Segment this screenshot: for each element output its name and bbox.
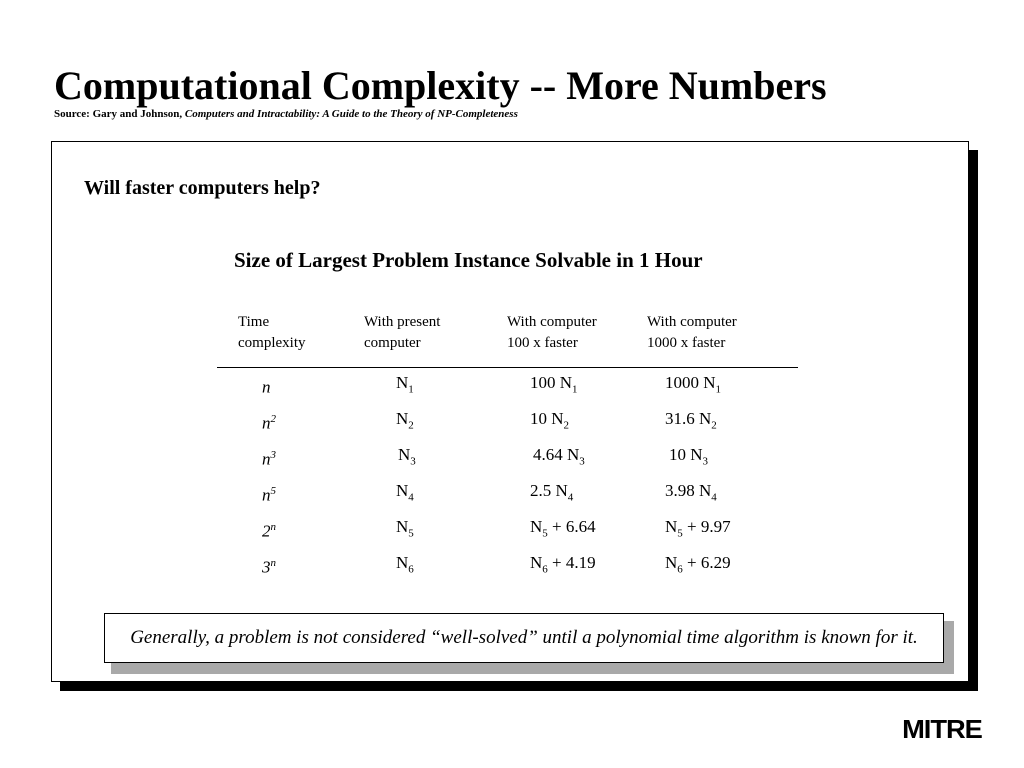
value-main: N	[398, 445, 411, 464]
complexity-cell	[262, 373, 271, 398]
value-main: N	[530, 553, 543, 572]
complexity-cell	[262, 445, 276, 470]
faster-1000x-cell	[665, 373, 721, 399]
faster-100x-cell	[530, 409, 569, 435]
table-header-rule	[217, 367, 798, 368]
header-line: Time	[238, 314, 270, 330]
value-main: 10 N	[530, 409, 564, 428]
complexity-cell	[262, 481, 276, 506]
present-cell	[396, 481, 414, 507]
value-subscript: 1	[715, 383, 722, 396]
complexity-cell	[262, 409, 276, 434]
value-subscript: 5	[542, 527, 548, 540]
complexity-base: n	[262, 413, 271, 433]
complexity-base: n	[262, 485, 271, 505]
value-subscript: 2	[563, 419, 570, 432]
slide-title: Computational Complexity -- More Numbers	[54, 63, 827, 108]
value-main: 10 N	[669, 445, 703, 464]
header-line: With computer	[507, 314, 597, 330]
faster-100x-cell	[530, 373, 578, 399]
column-header-present-computer	[364, 312, 440, 354]
faster-1000x-cell	[665, 409, 717, 435]
question-heading: Will faster computers help?	[84, 177, 321, 199]
value-subscript: 3	[579, 455, 585, 468]
value-main: N	[396, 409, 409, 428]
source-book-title: Computers and Intractability: A Guide to the Theory of NP-Completeness	[184, 108, 518, 120]
present-cell	[398, 445, 416, 471]
mitre-logo: MITRE	[902, 714, 982, 744]
value-main: N	[665, 553, 678, 572]
header-line: With computer	[647, 314, 737, 330]
complexity-exponent: n	[270, 521, 276, 533]
value-suffix: + 6.64	[547, 517, 596, 536]
value-subscript: 6	[408, 563, 414, 576]
value-subscript: 6	[542, 563, 548, 576]
table-title: Size of Largest Problem Instance Solvable in 1 Hour	[234, 248, 703, 272]
value-subscript: 2	[408, 419, 414, 432]
complexity-base: 3	[262, 557, 271, 577]
complexity-exponent: n	[270, 557, 276, 569]
header-line: With present	[364, 314, 441, 330]
present-cell	[396, 553, 414, 579]
complexity-exponent: 3	[270, 449, 276, 461]
value-subscript: 6	[677, 563, 683, 576]
value-suffix: + 6.29	[682, 553, 731, 572]
value-main: 1000 N	[665, 373, 716, 392]
well-solved-note: Generally, a problem is not considered “well-solved” until a polynomial time algorithm is known for it.	[104, 613, 944, 663]
complexity-exponent: 2	[270, 413, 276, 425]
value-main: N	[665, 517, 678, 536]
header-line: 100 x faster	[507, 335, 578, 351]
complexity-base: n	[262, 377, 271, 397]
value-subscript: 5	[408, 527, 414, 540]
faster-1000x-cell	[665, 517, 731, 543]
value-suffix: + 4.19	[547, 553, 596, 572]
value-main: N	[396, 517, 409, 536]
complexity-cell	[262, 517, 276, 542]
column-header-1000x-faster	[647, 312, 737, 354]
column-header-time-complexity	[238, 312, 306, 354]
value-main: 100 N	[530, 373, 573, 392]
faster-100x-cell	[530, 553, 596, 579]
faster-100x-cell	[533, 445, 585, 471]
complexity-cell	[262, 553, 276, 578]
column-header-100x-faster	[507, 312, 597, 354]
value-main: 31.6 N	[665, 409, 712, 428]
value-main: N	[396, 373, 409, 392]
value-subscript: 4	[567, 491, 574, 504]
value-subscript: 3	[702, 455, 709, 468]
value-subscript: 5	[677, 527, 683, 540]
faster-1000x-cell	[665, 481, 717, 507]
value-subscript: 1	[572, 383, 578, 396]
value-suffix: + 9.97	[682, 517, 731, 536]
value-main: N	[396, 553, 409, 572]
present-cell	[396, 373, 414, 399]
present-cell	[396, 409, 414, 435]
value-subscript: 1	[408, 383, 414, 396]
complexity-base: 2	[262, 521, 271, 541]
present-cell	[396, 517, 414, 543]
faster-100x-cell	[530, 481, 573, 507]
faster-1000x-cell	[665, 553, 731, 579]
faster-100x-cell	[530, 517, 596, 543]
value-main: 2.5 N	[530, 481, 568, 500]
value-subscript: 4	[711, 491, 717, 504]
content-panel	[51, 141, 969, 682]
faster-1000x-cell	[669, 445, 708, 471]
value-main: 3.98 N	[665, 481, 712, 500]
value-main: 4.64 N	[533, 445, 580, 464]
value-subscript: 4	[408, 491, 414, 504]
complexity-exponent: 5	[270, 485, 276, 497]
value-main: N	[530, 517, 543, 536]
source-prefix: Source: Gary and Johnson,	[54, 108, 185, 120]
header-line: complexity	[238, 335, 306, 351]
header-line: computer	[364, 335, 421, 351]
source-citation	[54, 108, 518, 120]
value-subscript: 2	[711, 419, 717, 432]
complexity-base: n	[262, 449, 271, 469]
header-line: 1000 x faster	[647, 335, 726, 351]
value-main: N	[396, 481, 409, 500]
value-subscript: 3	[410, 455, 416, 468]
